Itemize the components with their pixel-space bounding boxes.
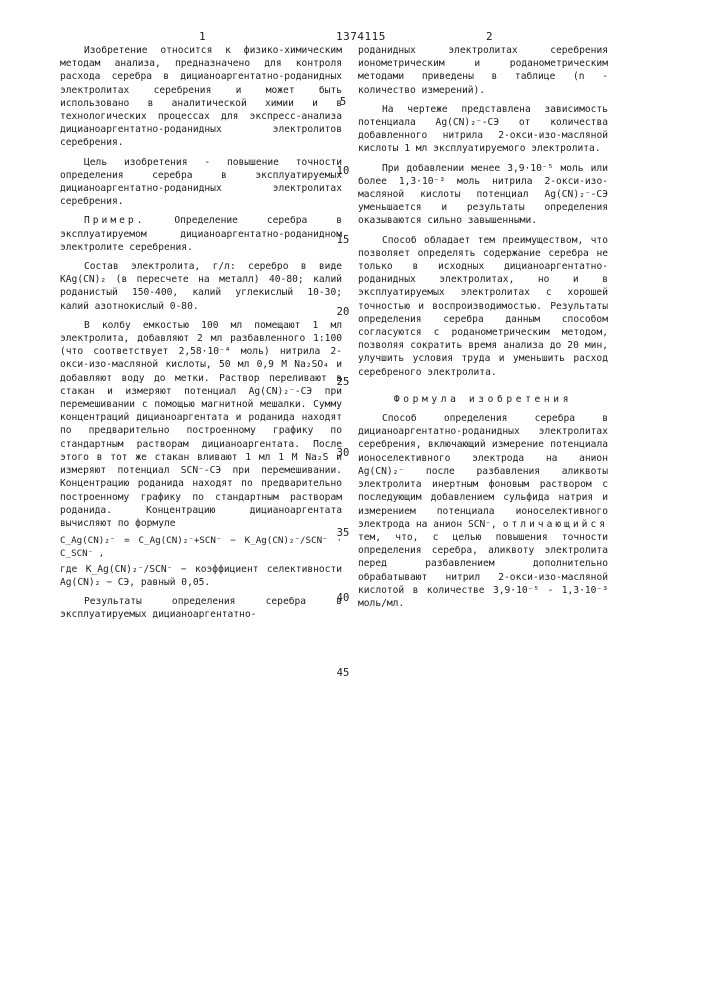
limits-paragraph: При добавлении менее 3,9·10⁻⁵ моль или более 1,3·10⁻³ моль нитрила 2-окси-изо-масляной кислоты потенциал Ag(CN)₂⁻-СЭ уменьшается и результаты определения оказываются сильно завышенными. [358, 162, 608, 227]
patent-number: 1374115 [336, 30, 386, 43]
claim-distinguishing: отличающийся [502, 518, 609, 530]
where-prefix: где K_Ag(CN)₂⁻/SCN⁻ − [60, 563, 187, 575]
advantage-paragraph: Способ обладает тем преимуществом, что позволяет определять содержание серебра не только в исходных дицианоаргентатно-роданидных электролитах, но и в эксплуатируемых электролитах с хорошей точностью и воспроизводимостью. Результаты определения серебра данным способом согласуются с роданометрическим методом, позволяя сократить время анализа до 20 мин, улучшить условия труда и уменьшить расход серебреного электролита. [358, 234, 608, 378]
intro-paragraph: Изобретение относится к физико-химическим методам анализа, предназначено для контроля расхода серебра в дицианоаргентатно-роданидных электролитах серебрения и может быть использовано в аналитической химии и в технологических процессах для экспресс-анализа дицианоаргентатно-роданидных электролитов серебрения. [60, 45, 342, 149]
line-number: 40 [336, 592, 350, 604]
goal-paragraph: Цель изобретения - повышение точности определения серебра в эксплуатируемых дицианоаргентатно-роданидных электролитах серебрения. [60, 156, 342, 208]
formula-where [60, 563, 342, 589]
procedure-paragraph: В колбу емкостью 100 мл помещают 1 мл электролита, добавляют 2 мл разбавленного 1:100 (что соответствует 2,58·10⁻⁴ моль) нитрила 2-окси-изо-масляной кислоты, 50 мл 0,9 М Na₂SO₄ и добавляют воду до метки. Раствор переливают в стакан и измеряют потенциал Ag(CN)₂⁻-СЭ при перемешивании с помощью магнитной мешалки. Сумму концентраций дицианоаргентата и роданида находят по предварительно построенному графику по стандартным растворам дицианоаргентата. После этого в тот же стакан вливают 1 мл 1 М Na₂S и измеряют потенциал SCN⁻-СЭ при перемешивании. Концентрацию роданида находят по предварительно построенному графику по стандартным растворам роданида. Концентрацию дицианоаргентата вычисляют по формуле [60, 319, 342, 529]
line-number: 25 [336, 376, 350, 388]
page-number-left: 1 [199, 30, 207, 43]
right-column [358, 44, 608, 610]
line-number: 35 [336, 527, 350, 539]
page-number-right: 2 [486, 30, 494, 43]
example-label: Пример. [84, 215, 146, 227]
composition-paragraph: Состав электролита, г/л: серебро в виде KAg(CN)₂ (в пересчете на металл) 40-80; калий роданистый 150-400, калий углекислый 10-30; калий азотнокислый 0-80. [60, 261, 342, 312]
drawing-paragraph: На чертеже представлена зависимость потенциала Ag(CN)₂⁻-СЭ от количества добавленного нитрила 2-окси-изо-масляной кислоты 1 мл эксплуатируемого электролита. [358, 103, 608, 155]
line-number: 5 [339, 96, 347, 108]
claim-paragraph [358, 412, 608, 610]
results-continuation: роданидных электролитах серебрения ионометрическим и роданометрическим методами приведены в таблице (n - количество измерений). [358, 45, 608, 96]
results-paragraph: Результаты определения серебра в эксплуатируемых дицианоаргентатно- [60, 595, 342, 621]
formula-main: C_Ag(CN)₂⁻ = C_Ag(CN)₂⁻+SCN⁻ − K_Ag(CN)₂⁻/SCN⁻ · C_SCN⁻ , [60, 535, 342, 560]
where-text: коэффициент селективности Ag(CN)₂ − СЭ, равный 0,05. [60, 563, 342, 588]
line-number: 45 [336, 667, 350, 679]
line-number: 20 [336, 306, 350, 318]
line-number: 10 [336, 165, 350, 177]
example-text: Определение серебра в эксплуатируемом дицианоаргентатно-роданидном электролите серебрения. [60, 215, 342, 253]
claim-part2: тем, что, с целью повышения точности определения серебра, аликвоту электролита перед разбавлением дополнительно обрабатывают нитрил 2-окси-изо-масляной кислотой в количестве 3,9·10⁻⁵ - 1,3·10⁻³ моль/мл. [358, 531, 608, 609]
line-number: 15 [336, 234, 350, 246]
example-paragraph [60, 214, 342, 254]
claims-heading: Формула изобретения [393, 393, 573, 405]
claim-part1: Способ определения серебра в дицианоаргентатно-роданидных электролитах серебрения, включающий измерение потенциала ионоселективного электрода на анион Ag(CN)₂⁻ после разбавления аликвоты электролита инертным фоновым раствором с последующим добавлением сульфида натрия и измерением потенциала ионоселективного электрода на анион SCN⁻, [358, 413, 608, 530]
line-number: 30 [336, 447, 350, 459]
left-column [60, 44, 342, 621]
